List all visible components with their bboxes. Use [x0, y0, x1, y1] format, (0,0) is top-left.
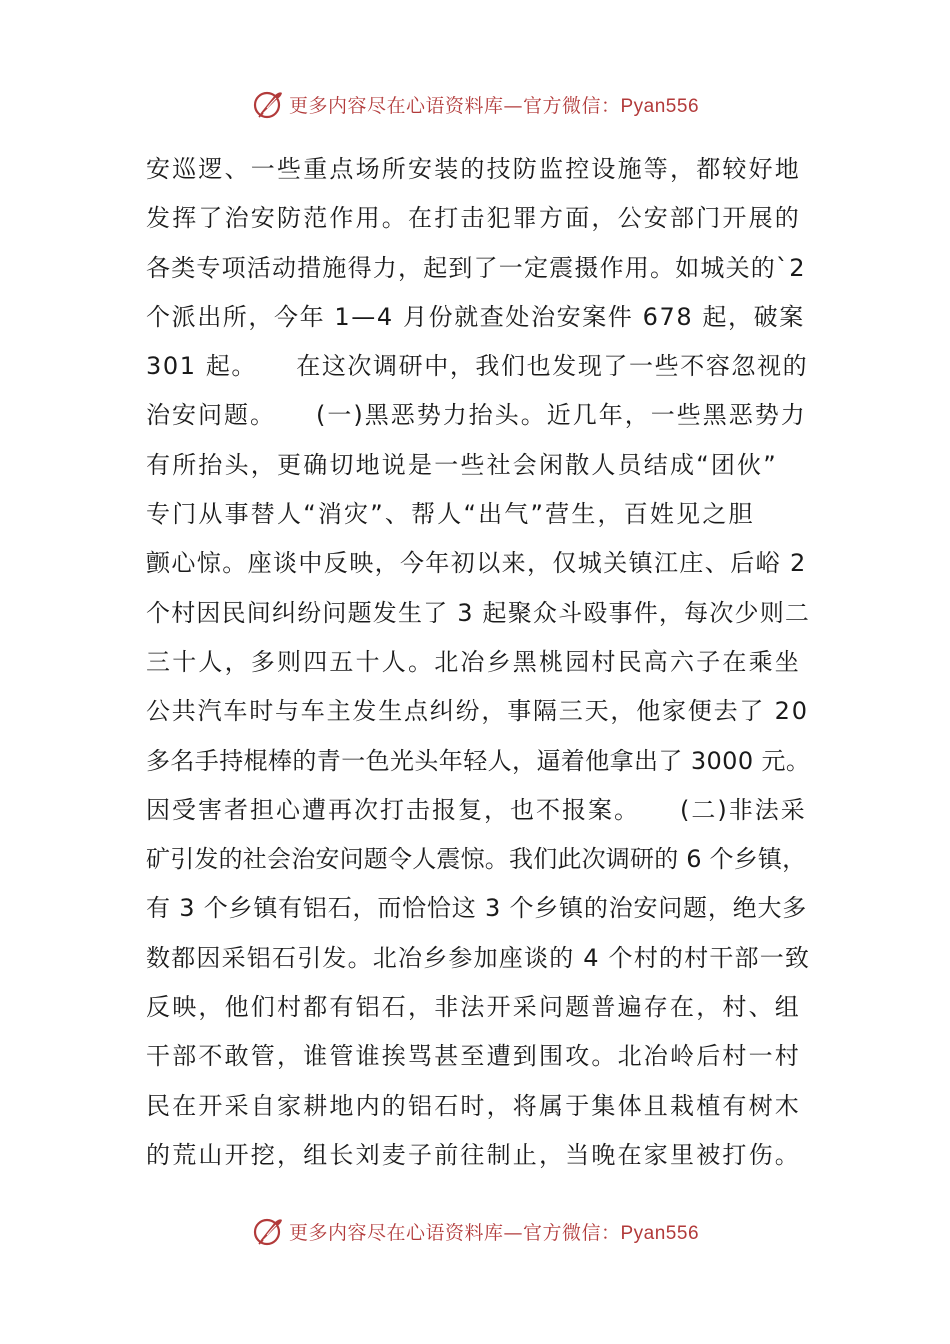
body-line: 专门从事替人“消灾”、帮人“出气”营生，百姓见之胆 — [146, 500, 755, 529]
header-banner — [0, 84, 950, 124]
body-line: 的荒山开挖，组长刘麦子前往制止，当晚在家里被打伤。 — [146, 1140, 801, 1169]
body-line: 发挥了治安防范作用。在打击犯罪方面，公安部门开展的 — [146, 204, 801, 233]
quill-pen-logo-icon — [251, 87, 285, 121]
header-contact-label: 官方微信： — [522, 94, 621, 117]
body-line: 301 起。 在这次调研中，我们也发现了一些不容忽视的 — [146, 352, 809, 381]
header-contact-id: Pyan556 — [620, 95, 700, 117]
body-line: 有所抬头，更确切地说是一些社会闲散人员结成“团伙” — [146, 450, 778, 479]
body-line: 有 3 个乡镇有铝石，而恰恰这 3 个乡镇的治安问题，绝大多 — [146, 894, 808, 923]
quill-pen-logo-icon — [251, 1214, 285, 1248]
body-line: 个村因民间纠纷问题发生了 3 起聚众斗殴事件，每次少则二 — [146, 598, 811, 627]
body-line: 公共汽车时与车主发生点纠纷，事隔三天，他家便去了 20 — [146, 697, 809, 726]
body-line: 安巡逻、一些重点场所安装的技防监控设施等，都较好地 — [146, 155, 801, 183]
footer-contact-label: 官方微信： — [522, 1221, 621, 1244]
body-line: 三十人，多则四五十人。北冶乡黑桃园村民高六子在乘坐 — [146, 647, 801, 676]
footer-separator: — — [503, 1221, 523, 1244]
body-line: 反映，他们村都有铝石，非法开采问题普遍存在，村、组 — [146, 993, 801, 1022]
body-line: 各类专项活动措施得力，起到了一定震摄作用。如城关的`2 — [146, 253, 806, 282]
header-separator: — — [503, 94, 523, 117]
footer-brand: 更多内容尽在心语资料库 — [288, 1221, 504, 1244]
header-banner-text — [289, 91, 699, 118]
body-line: 因受害者担心遭再次打击报复，也不报案。 (二)非法采 — [146, 795, 807, 824]
body-line: 多名手持棍棒的青一色光头年轻人，逼着他拿出了 3000 元。 — [146, 746, 811, 775]
document-body — [146, 145, 810, 1180]
footer-banner-text — [289, 1218, 699, 1245]
footer-banner — [0, 1211, 950, 1251]
body-line: 治安问题。 (一)黑恶势力抬头。近几年，一些黑恶势力 — [146, 401, 807, 430]
body-line: 干部不敢管，谁管谁挨骂甚至遭到围攻。北冶岭后村一村 — [146, 1042, 801, 1071]
body-line: 数都因采铝石引发。北冶乡参加座谈的 4 个村的村干部一致 — [146, 943, 811, 972]
header-brand: 更多内容尽在心语资料库 — [288, 94, 504, 117]
body-line: 颤心惊。座谈中反映，今年初以来，仅城关镇江庄、后峪 2 — [146, 549, 807, 578]
body-line: 矿引发的社会治安问题令人震惊。我们此次调研的 6 个乡镇， — [146, 845, 807, 874]
footer-contact-id: Pyan556 — [620, 1222, 700, 1244]
body-line: 民在开采自家耕地内的铝石时，将属于集体且栽植有树木 — [146, 1091, 801, 1120]
body-line: 个派出所，今年 1—4 月份就查处治安案件 678 起，破案 — [146, 302, 805, 331]
